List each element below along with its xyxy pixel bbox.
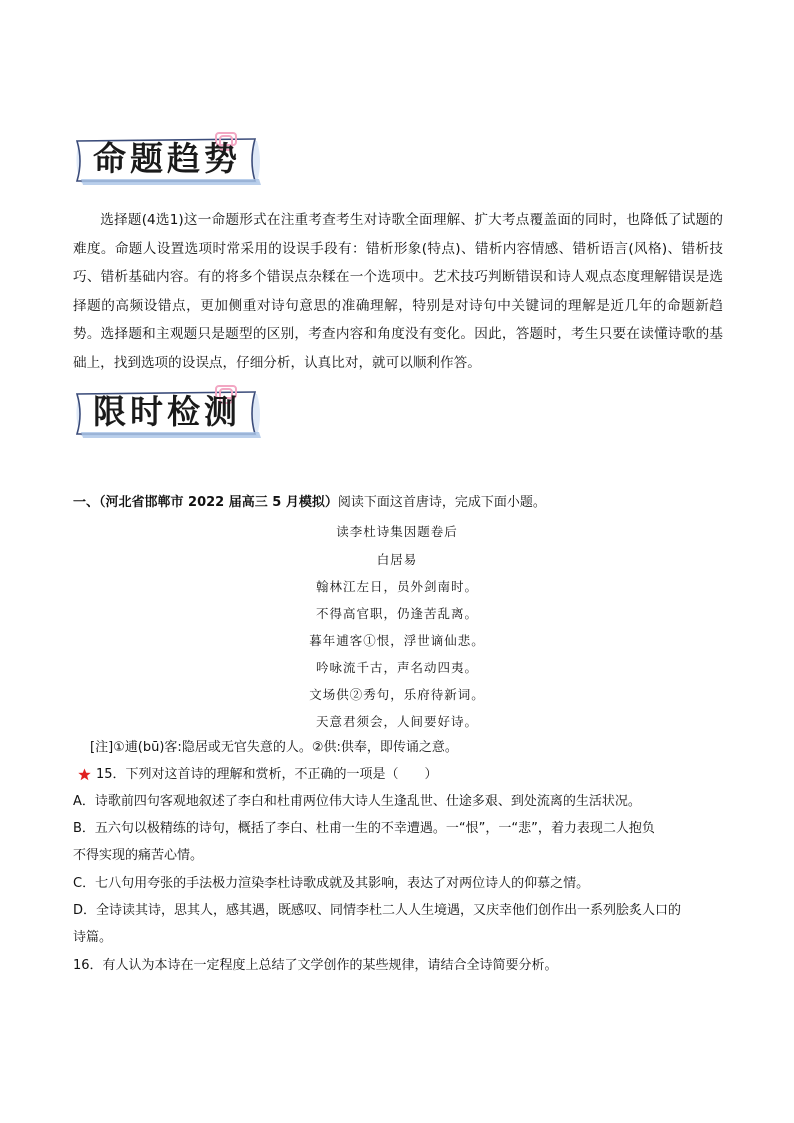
question-intro (73, 490, 546, 516)
question-number: 一、 (73, 495, 100, 510)
poem-line: 吟咏流千古，声名动四夷。 (315, 660, 478, 675)
option-a[interactable]: A．诗歌前四句客观地叙述了李白和杜甫两位伟大诗人生逢乱世、仕途多艰、到处流离的生活状况。 (73, 794, 641, 809)
question-source: （河北省邯郸市 2022 届高三 5 月模拟） (99, 495, 338, 510)
star-icon (78, 768, 91, 781)
option-b[interactable]: B．五六句以极精练的诗句，概括了李白、杜甫一生的不幸遭遇。一“恨”，一“悲”，着力表现二人抱负 (73, 821, 655, 836)
poem-line: 暮年逋客①恨，浮世谪仙悲。 (309, 633, 485, 648)
poem-note: [注]①逋(bū)客:隐居或无官失意的人。②供:供奉，即传诵之意。 (90, 740, 458, 755)
question-instruction: 阅读下面这首唐诗，完成下面小题。 (337, 495, 546, 510)
option-c[interactable]: C．七八句用夸张的手法极力渲染李杜诗歌成就及其影响，表达了对两位诗人的仰慕之情。 (73, 876, 590, 891)
poem-title: 读李杜诗集因题卷后 (336, 524, 458, 539)
trend-paragraph: 选择题(4选1)这一命题形式在注重考查考生对诗歌全面理解、扩大考点覆盖面的同时，也降低了试题的难度。命题人设置选项时常采用的设误手段有：错析形象(特点)、错析内容情感、错析语言(风格)、错析技巧、错析基础内容。有的将多个错误点杂糅在一个选项中。艺术技巧判断错误和诗人观点态度理解错误是选择题的高频设错点，更加侧重对诗句意思的准确理解，特别是对诗句中关键词的理解是近几年的命题新趋势。选择题和主观题只是题型的区别，考查内容和角度没有变化。因此，答题时，考生只要在读懂诗歌的基础上，找到选项的设误点，仔细分析，认真比对，就可以顺利作答。 (73, 212, 723, 371)
option-b-continued: 不得实现的痛苦心情。 (73, 848, 204, 863)
option-d[interactable]: D．全诗读其诗，思其人，感其遇，既感叹、同情李杜二人人生境遇，又庆幸他们创作出一系列脍炙人口的 (73, 903, 682, 918)
poem-line: 天意君须会，人间要好诗。 (315, 714, 478, 729)
poem-line: 翰林江左日，员外剑南时。 (315, 579, 478, 594)
poem-line: 文场供②秀句，乐府待新词。 (309, 687, 485, 702)
poem-author: 白居易 (376, 552, 418, 567)
section-title: 限时检测 (93, 392, 241, 431)
section-banner-trend (73, 131, 265, 189)
poem-line: 不得高官职，仍逢苦乱离。 (315, 606, 478, 621)
question-16: 16．有人认为本诗在一定程度上总结了文学创作的某些规律，请结合全诗简要分析。 (73, 958, 558, 973)
option-d-continued: 诗篇。 (73, 930, 113, 945)
section-banner-test (73, 384, 265, 442)
question-15-stem: 15．下列对这首诗的理解和赏析，不正确的一项是（ ） (96, 767, 438, 782)
section-title: 命题趋势 (93, 139, 241, 178)
